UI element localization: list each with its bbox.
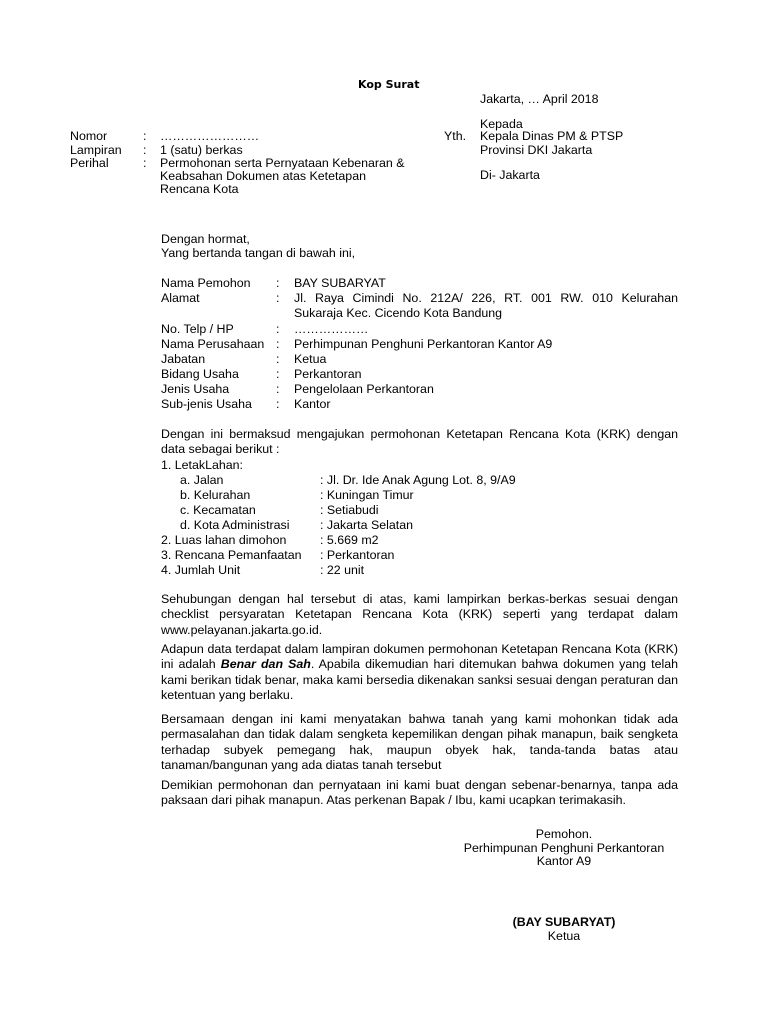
applicant-colon: : [276, 352, 280, 366]
lampiran-colon: : [143, 143, 147, 157]
letterhead-title: Kop Surat [358, 78, 420, 91]
perihal-colon: : [143, 156, 147, 170]
request-label: 4. Jumlah Unit [161, 563, 241, 577]
applicant-label: Bidang Usaha [161, 367, 239, 381]
applicant-label: Nama Perusahaan [161, 337, 265, 351]
applicant-label: Sub-jenis Usaha [161, 397, 252, 411]
nomor-label: Nomor [70, 129, 108, 143]
signature-name: (BAY SUBARYAT) [512, 915, 616, 929]
recipient-line-2: Provinsi DKI Jakarta [480, 143, 593, 157]
signature-role: Ketua [547, 929, 581, 943]
applicant-label: Jabatan [161, 352, 206, 366]
location-label: d. Kota Administrasi [180, 518, 290, 532]
applicant-colon: : [276, 337, 280, 351]
request-label: 2. Luas lahan dimohon [161, 533, 287, 547]
applicant-value: Perkantoran [294, 367, 362, 381]
request-value: : 22 unit [320, 563, 365, 577]
applicant-value: Ketua [294, 352, 327, 366]
applicant-value-line-2: Sukaraja Kec. Cicendo Kota Bandung [294, 306, 503, 320]
request-intro: Dengan ini bermaksud mengajukan permohonan Ketetapan Rencana Kota (KRK) dengan data sebagai berikut : [161, 427, 678, 457]
nomor-colon: : [143, 129, 147, 143]
location-value: : Setiabudi [320, 503, 379, 517]
yth-label: Yth. [444, 129, 467, 143]
location-value: : Jl. Dr. Ide Anak Agung Lot. 8, 9/A9 [320, 473, 516, 487]
applicant-label: Jenis Usaha [161, 382, 230, 396]
applicant-value: Perhimpunan Penghuni Perkantoran Kantor A9 [294, 337, 553, 351]
applicant-value: Pengelolaan Perkantoran [294, 382, 434, 396]
signature-org-line-2: Kantor A9 [536, 854, 592, 868]
place-date: Jakarta, … April 2018 [480, 92, 599, 106]
request-value: : 5.669 m2 [320, 533, 379, 547]
recipient-line-3: Di- Jakarta [480, 168, 540, 182]
paragraph-validity [161, 642, 678, 703]
applicant-value: BAY SUBARYAT [294, 276, 386, 290]
recipient-line-1: Kepala Dinas PM & PTSP [480, 129, 624, 143]
greeting-line-2: Yang bertanda tangan di bawah ini, [161, 246, 356, 260]
applicant-colon: : [276, 276, 280, 290]
benar-dan-sah: Benar dan Sah [220, 657, 311, 672]
request-item-1: 1. LetakLahan: [161, 458, 243, 472]
signature-pemohon: Pemohon. [535, 827, 593, 841]
paragraph-land-statement: Bersamaan dengan ini kami menyatakan bahwa tanah yang kami mohonkan tidak ada permasalahan dan tidak dalam sengketa kepemilikan dengan pihak manapun, baik sengketa terhadap subyek pemegang hak, maupun obyek hak, tanda-tanda batas atau tanaman/bangunan yang ada diatas tanah tersebut [161, 712, 678, 772]
nomor-value: …………………… [160, 129, 260, 143]
perihal-line-1: Permohonan serta Pernyataan Kebenaran & [160, 156, 405, 170]
request-value: : Perkantoran [320, 548, 395, 562]
applicant-label: Alamat [161, 291, 200, 305]
kepada-label: Kepada [480, 117, 523, 131]
applicant-colon: : [276, 382, 280, 396]
signature-org-line-1: Perhimpunan Penghuni Perkantoran [463, 841, 665, 855]
applicant-value: ……………… [294, 322, 369, 336]
location-label: c. Kecamatan [180, 503, 256, 517]
perihal-line-2: Keabsahan Dokumen atas Ketetapan [160, 169, 366, 183]
location-label: b. Kelurahan [180, 488, 251, 502]
applicant-colon: : [276, 291, 280, 305]
applicant-value: Jl. Raya Cimindi No. 212A/ 226, RT. 001 RW. 010 Kelurahan [294, 291, 678, 305]
request-label: 3. Rencana Pemanfaatan [161, 548, 302, 562]
paragraph-validity-end: . Apabila dikemudian hari ditemukan bahwa dokumen yang telah kami berikan tidak benar, maka kami bersedia dikenakan sanksi sesuai dengan peraturan dan ketentuan yang berlaku. [161, 657, 678, 702]
lampiran-value: 1 (satu) berkas [160, 143, 243, 157]
perihal-line-3: Rencana Kota [160, 182, 239, 196]
lampiran-label: Lampiran [70, 143, 122, 157]
location-label: a. Jalan [180, 473, 224, 487]
applicant-colon: : [276, 322, 280, 336]
paragraph-validity-start: Adapun data terdapat dalam lampiran dokumen permohonan Ketetapan Rencana Kota (KRK) ini adalah [161, 642, 678, 672]
greeting-line-1: Dengan hormat, [161, 232, 250, 246]
applicant-colon: : [276, 367, 280, 381]
applicant-value: Kantor [294, 397, 331, 411]
location-value: : Jakarta Selatan [320, 518, 413, 532]
location-value: : Kuningan Timur [320, 488, 414, 502]
applicant-label: Nama Pemohon [161, 276, 251, 290]
perihal-label: Perihal [70, 156, 109, 170]
paragraph-closing: Demikian permohonan dan pernyataan ini kami buat dengan sebenar-benarnya, tanpa ada paksaan dari pihak manapun. Atas perkenan Bapak / Ibu, kami ucapkan terimakasih. [161, 778, 678, 808]
applicant-label: No. Telp / HP [161, 322, 234, 336]
paragraph-attachments: Sehubungan dengan hal tersebut di atas, kami lampirkan berkas-berkas sesuai dengan checklist persyaratan Ketetapan Rencana Kota (KRK) seperti yang terdapat dalam www.pelayanan.jakarta.go.id. [161, 592, 678, 637]
applicant-colon: : [276, 397, 280, 411]
